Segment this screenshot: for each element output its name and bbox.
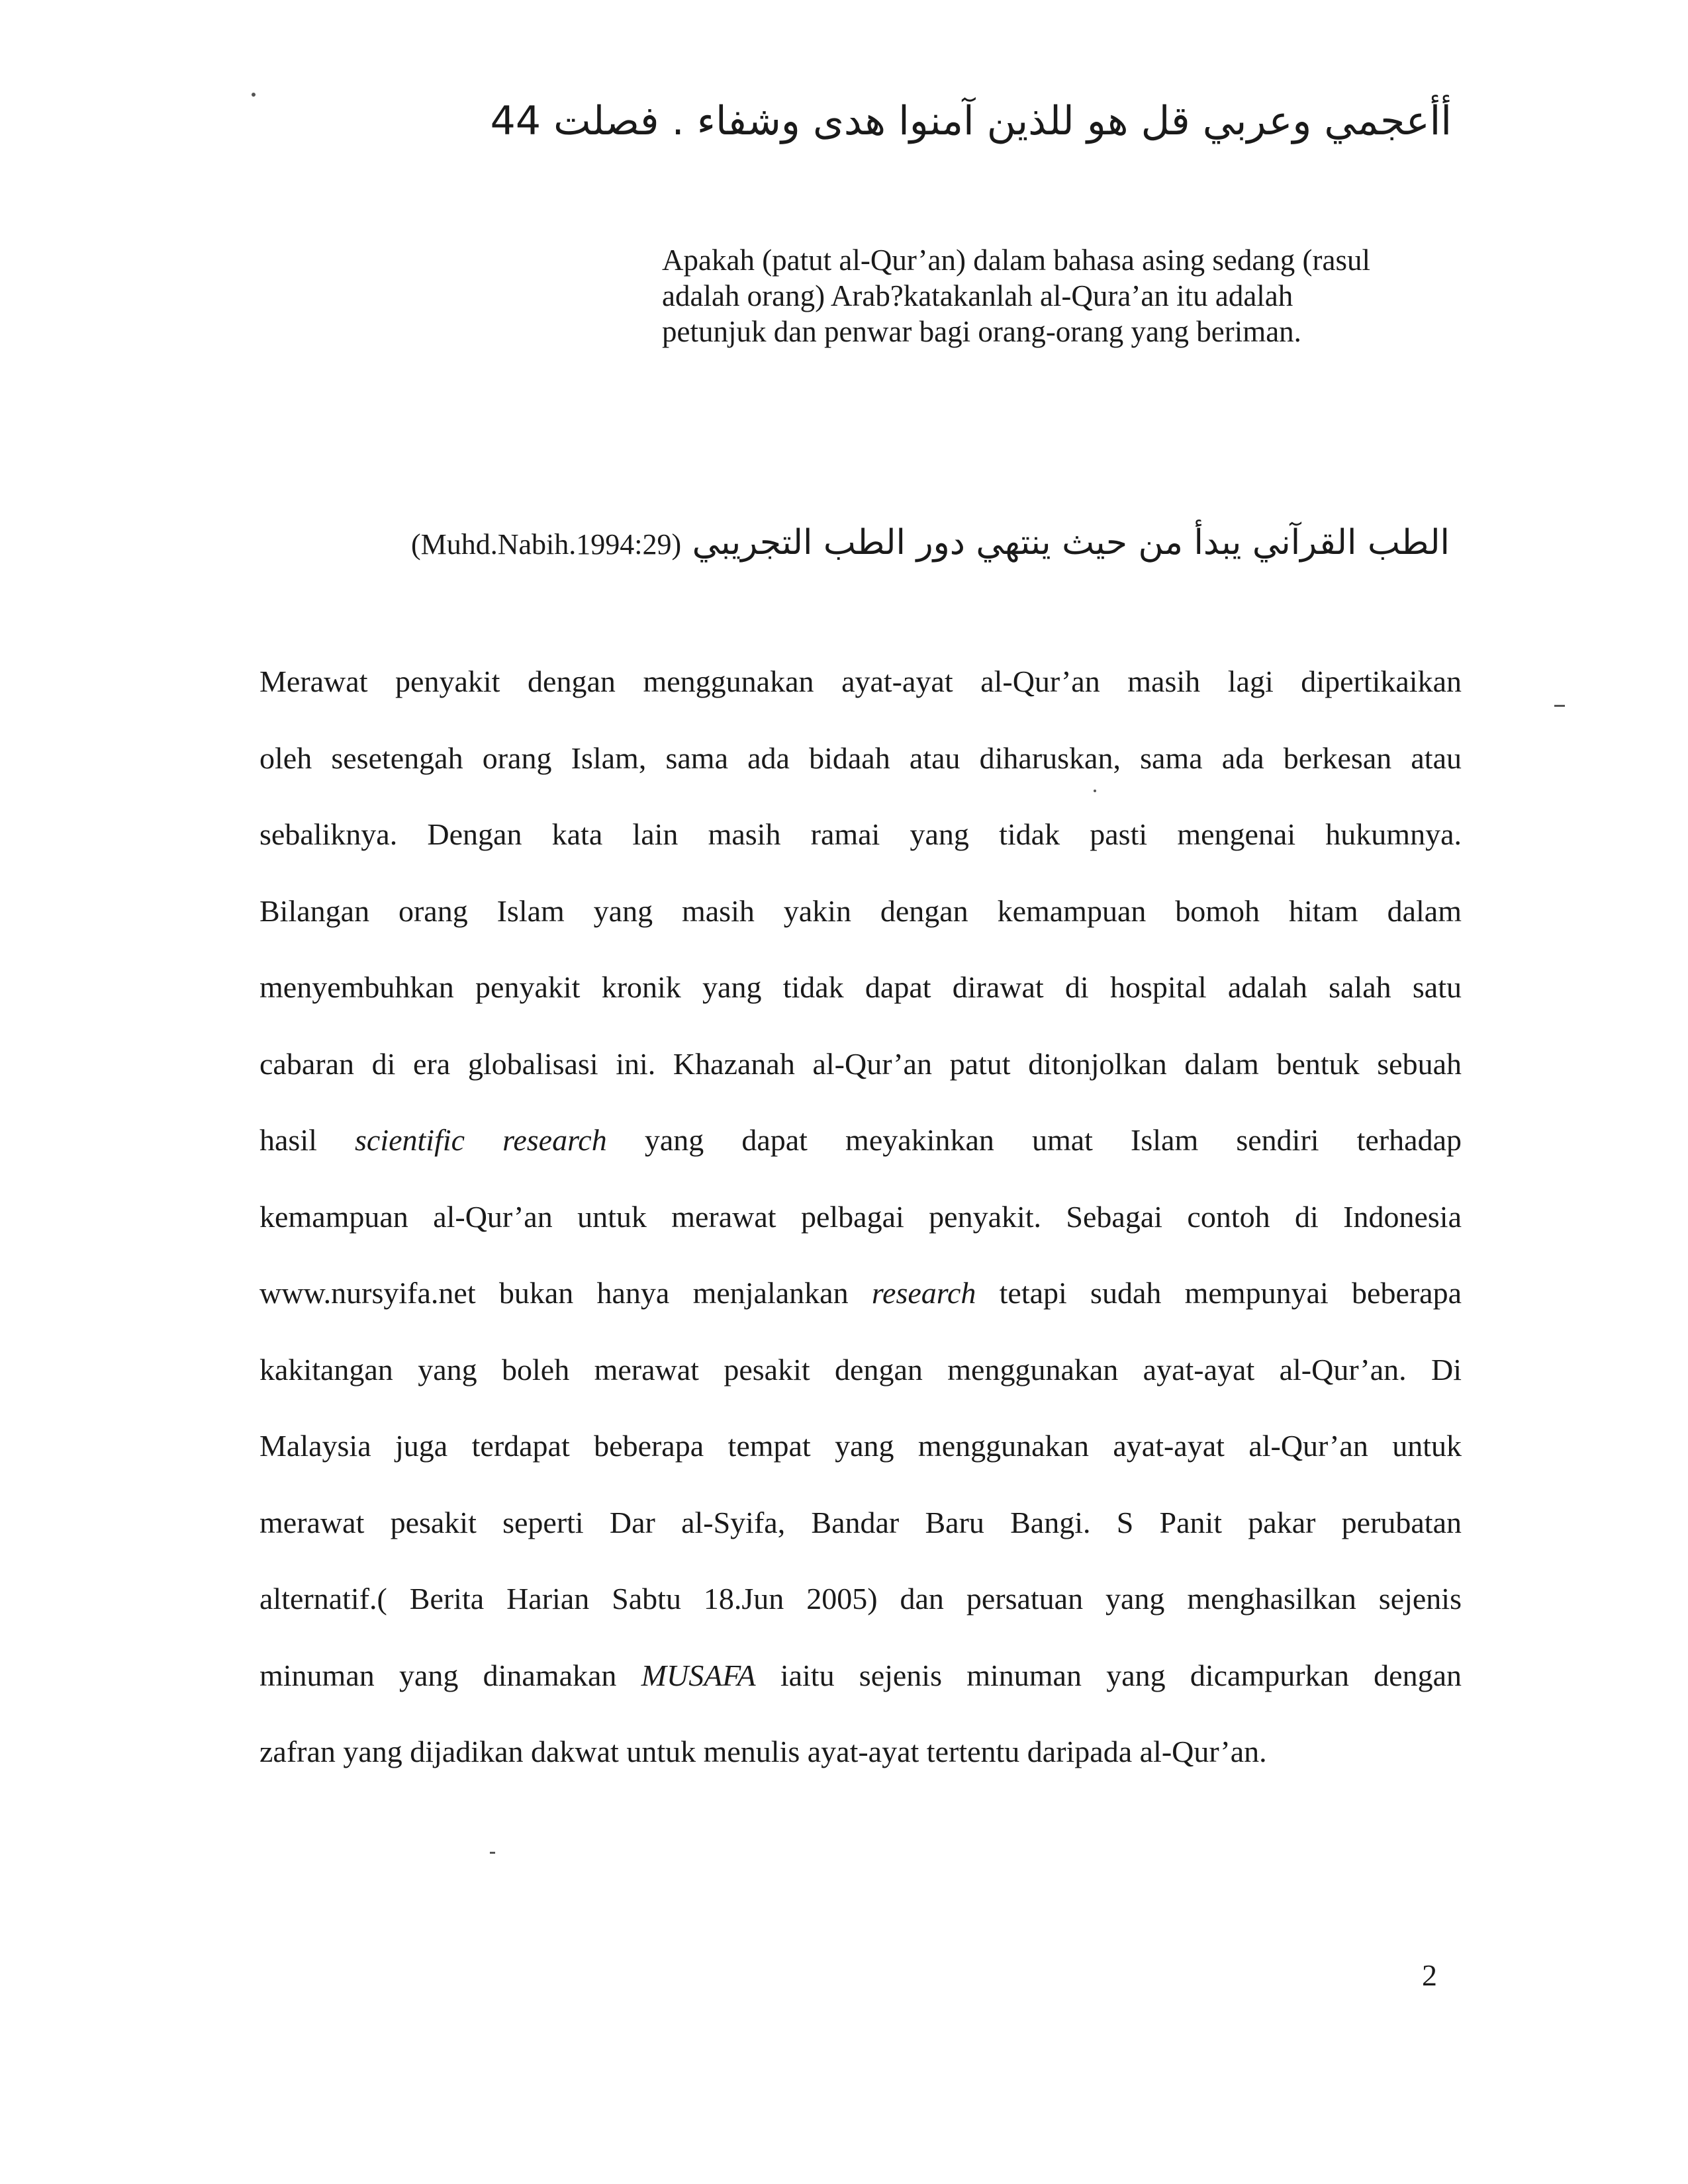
line-segment: yang dapat meyakinkan umat Islam sendiri terhadap [644, 1123, 1462, 1157]
paragraph-line: merawat pesakit seperti Dar al-Syifa, Bandar Baru Bangi. S Panit pakar perubatan [259, 1505, 1462, 1539]
paragraph-line [259, 1273, 1462, 1350]
paragraph-line: Malaysia juga terdapat beberapa tempat yang menggunakan ayat-ayat al-Qur’an untuk [259, 1429, 1462, 1463]
paragraph-line: zafran yang dijadikan dakwat untuk menulis ayat-ayat tertentu daripada al-Qur’an. [259, 1735, 1267, 1768]
scan-speck [1554, 705, 1565, 707]
paragraph-line [259, 1120, 1462, 1197]
quote-citation: (Muhd.Nabih.1994:29) [410, 528, 682, 561]
body-paragraph [259, 662, 1462, 1809]
scan-speck [252, 93, 256, 97]
paragraph-line: kemampuan al-Qur’an untuk merawat pelbagai penyakit. Sebagai contoh di Indonesia [259, 1199, 1462, 1234]
line-segment: iaitu sejenis minuman yang dicampurkan dengan [780, 1658, 1462, 1692]
line-segment: www.nursyifa.net bukan hanya menjalankan [259, 1276, 849, 1310]
italic-term: research [871, 1276, 976, 1310]
paragraph-line: oleh sesetengah orang Islam, sama ada bidaah atau diharuskan, sama ada berkesan atau [259, 741, 1462, 775]
italic-term: MUSAFA [641, 1658, 756, 1692]
italic-term: scientific research [355, 1123, 607, 1157]
paragraph-line: menyembuhkan penyakit kronik yang tidak dapat dirawat di hospital adalah salah satu [259, 970, 1462, 1004]
arabic-quote [411, 523, 1450, 563]
line-segment: minuman yang dinamakan [259, 1658, 617, 1692]
line-segment: hasil [259, 1123, 317, 1157]
paragraph-line: cabaran di era globalisasi ini. Khazanah al-Qur’an patut ditonjolkan dalam bentuk sebuah [259, 1046, 1462, 1081]
translation-line: petunjuk dan penwar bagi orang-orang yang beriman. [662, 315, 1301, 348]
paragraph-line: kakitangan yang boleh merawat pesakit dengan menggunakan ayat-ayat al-Qur’an. Di [259, 1352, 1462, 1387]
arabic-quote-text: الطب القرآني يبدأ من حيث ينتهي دور الطب التجريبي [692, 523, 1450, 563]
scan-speck [490, 1852, 495, 1854]
paragraph-line: alternatif.( Berita Harian Sabtu 18.Jun 2005) dan persatuan yang menghasilkan sejenis [259, 1582, 1462, 1615]
paragraph-line: sebaliknya. Dengan kata lain masih ramai yang tidak pasti mengenai hukumnya. [259, 817, 1462, 851]
page-number: 2 [1422, 1958, 1437, 1992]
paragraph-line [259, 1656, 1462, 1733]
paragraph-line: Merawat penyakit dengan menggunakan ayat-ayat al-Qur’an masih lagi dipertikaikan [259, 664, 1462, 698]
translation-line: Apakah (patut al-Qur’an) dalam bahasa asing sedang (rasul [662, 244, 1371, 277]
line-segment: tetapi sudah mempunyai beberapa [999, 1276, 1462, 1310]
arabic-verse: أأعجمي وعربي قل هو للذين آمنوا هدى وشفاء . فصلت 44 [490, 98, 1452, 144]
paragraph-line: Bilangan orang Islam yang masih yakin dengan kemampuan bomoh hitam dalam [259, 893, 1462, 928]
verse-translation [662, 242, 1476, 349]
translation-line: adalah orang) Arab?katakanlah al-Qura’an itu adalah [662, 279, 1293, 312]
